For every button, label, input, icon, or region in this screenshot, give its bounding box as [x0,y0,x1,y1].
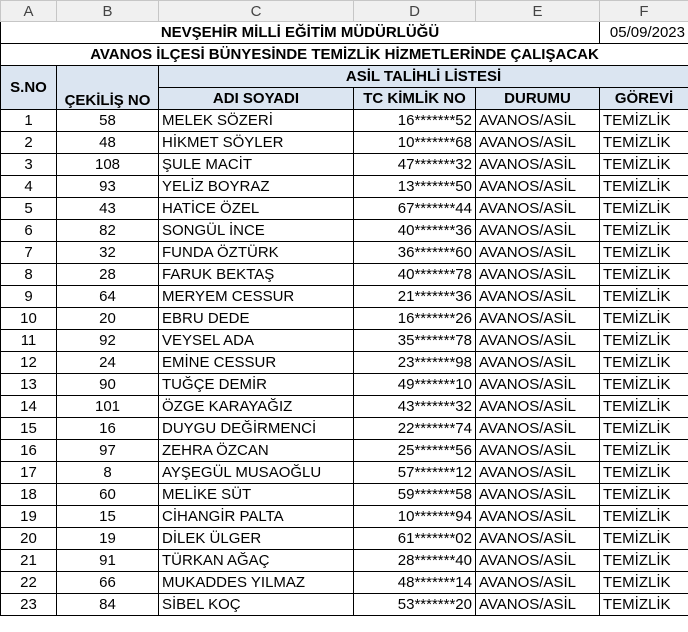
cell-durumu[interactable]: AVANOS/ASİL [476,198,600,220]
cell-sno[interactable]: 9 [1,286,57,308]
cell-tc-kimlik-no[interactable]: 16*******52 [354,110,476,132]
cell-gorevi[interactable]: TEMİZLİK [600,176,688,198]
table-row [1,154,688,176]
table-row [1,132,688,154]
cell-adi-soyadi[interactable]: MELİKE SÜT [159,484,354,506]
table-row [1,440,688,462]
cell-gorevi[interactable]: TEMİZLİK [600,462,688,484]
cell-tc-kimlik-no[interactable]: 25*******56 [354,440,476,462]
cell-gorevi[interactable]: TEMİZLİK [600,374,688,396]
cell-durumu[interactable]: AVANOS/ASİL [476,220,600,242]
cell-durumu[interactable]: AVANOS/ASİL [476,572,600,594]
cell-gorevi[interactable]: TEMİZLİK [600,484,688,506]
cell-tc-kimlik-no[interactable]: 49*******10 [354,374,476,396]
cell-cekilis-no[interactable]: 19 [57,528,159,550]
cell-adi-soyadi[interactable]: HATİCE ÖZEL [159,198,354,220]
cell-durumu[interactable]: AVANOS/ASİL [476,154,600,176]
cell-gorevi[interactable]: TEMİZLİK [600,418,688,440]
cell-tc-kimlik-no[interactable]: 53*******20 [354,594,476,616]
cell-sno[interactable]: 15 [1,418,57,440]
cell-gorevi[interactable]: TEMİZLİK [600,440,688,462]
cell-adi-soyadi[interactable]: AYŞEGÜL MUSAOĞLU [159,462,354,484]
table-row [1,594,688,616]
document-subtitle[interactable]: AVANOS İLÇESİ BÜNYESİNDE TEMİZLİK HİZMETLERİNDE ÇALIŞACAK [1,44,688,66]
cell-durumu[interactable]: AVANOS/ASİL [476,242,600,264]
cell-cekilis-no[interactable]: 101 [57,396,159,418]
table-row [1,506,688,528]
column-header-e[interactable]: E [476,1,600,22]
cell-sno[interactable]: 6 [1,220,57,242]
cell-sno[interactable]: 19 [1,506,57,528]
cell-durumu[interactable]: AVANOS/ASİL [476,110,600,132]
table-row [1,176,688,198]
cell-durumu[interactable]: AVANOS/ASİL [476,264,600,286]
header-tc-kimlik-no[interactable]: TC KİMLİK NO [354,88,476,110]
cell-cekilis-no[interactable]: 90 [57,374,159,396]
cell-sno[interactable]: 8 [1,264,57,286]
cell-gorevi[interactable]: TEMİZLİK [600,550,688,572]
cell-tc-kimlik-no[interactable]: 28*******40 [354,550,476,572]
cell-cekilis-no[interactable]: 28 [57,264,159,286]
cell-gorevi[interactable]: TEMİZLİK [600,330,688,352]
header-sno[interactable]: S.NO [1,66,57,110]
cell-gorevi[interactable]: TEMİZLİK [600,506,688,528]
cell-adi-soyadi[interactable]: DUYGU DEĞİRMENCİ [159,418,354,440]
document-title[interactable]: NEVŞEHİR MİLLİ EĞİTİM MÜDÜRLÜĞÜ [1,22,600,44]
cell-sno[interactable]: 7 [1,242,57,264]
table-row [1,572,688,594]
date-cell[interactable]: 05/09/2023 [600,22,688,44]
cell-gorevi[interactable]: TEMİZLİK [600,220,688,242]
cell-sno[interactable]: 17 [1,462,57,484]
cell-sno[interactable]: 12 [1,352,57,374]
table-row [1,418,688,440]
table-row [1,462,688,484]
table-row [1,550,688,572]
cell-tc-kimlik-no[interactable]: 40*******36 [354,220,476,242]
table-row [1,220,688,242]
cell-gorevi[interactable]: TEMİZLİK [600,352,688,374]
cell-sno[interactable]: 18 [1,484,57,506]
cell-tc-kimlik-no[interactable]: 61*******02 [354,528,476,550]
title-row-1 [1,22,688,44]
cell-gorevi[interactable]: TEMİZLİK [600,308,688,330]
cell-tc-kimlik-no[interactable]: 48*******14 [354,572,476,594]
cell-cekilis-no[interactable]: 15 [57,506,159,528]
cell-cekilis-no[interactable]: 93 [57,176,159,198]
cell-tc-kimlik-no[interactable]: 10*******94 [354,506,476,528]
table-row [1,330,688,352]
cell-sno[interactable]: 4 [1,176,57,198]
cell-adi-soyadi[interactable]: ÖZGE KARAYAĞIZ [159,396,354,418]
cell-durumu[interactable]: AVANOS/ASİL [476,528,600,550]
cell-cekilis-no[interactable]: 108 [57,154,159,176]
header-cekilis-no[interactable]: ÇEKİLİŞ NO [57,66,159,110]
cell-cekilis-no[interactable]: 92 [57,330,159,352]
cell-cekilis-no[interactable]: 24 [57,352,159,374]
cell-cekilis-no[interactable]: 20 [57,308,159,330]
cell-tc-kimlik-no[interactable]: 21*******36 [354,286,476,308]
cell-adi-soyadi[interactable]: MELEK SÖZERİ [159,110,354,132]
cell-cekilis-no[interactable]: 58 [57,110,159,132]
cell-durumu[interactable]: AVANOS/ASİL [476,374,600,396]
column-header-row [1,1,688,22]
table-row [1,308,688,330]
cell-adi-soyadi[interactable]: ZEHRA ÖZCAN [159,440,354,462]
cell-durumu[interactable]: AVANOS/ASİL [476,132,600,154]
cell-tc-kimlik-no[interactable]: 67*******44 [354,198,476,220]
cell-durumu[interactable]: AVANOS/ASİL [476,462,600,484]
cell-sno[interactable]: 2 [1,132,57,154]
cell-tc-kimlik-no[interactable]: 43*******32 [354,396,476,418]
cell-tc-kimlik-no[interactable]: 40*******78 [354,264,476,286]
cell-sno[interactable]: 10 [1,308,57,330]
cell-tc-kimlik-no[interactable]: 57*******12 [354,462,476,484]
cell-adi-soyadi[interactable]: FARUK BEKTAŞ [159,264,354,286]
column-header-f[interactable]: F [600,1,688,22]
cell-adi-soyadi[interactable]: DİLEK ÜLGER [159,528,354,550]
cell-durumu[interactable]: AVANOS/ASİL [476,440,600,462]
cell-gorevi[interactable]: TEMİZLİK [600,264,688,286]
table-row [1,374,688,396]
cell-tc-kimlik-no[interactable]: 47*******32 [354,154,476,176]
cell-tc-kimlik-no[interactable]: 13*******50 [354,176,476,198]
list-title-row [1,66,688,88]
cell-durumu[interactable]: AVANOS/ASİL [476,176,600,198]
cell-adi-soyadi[interactable]: TUĞÇE DEMİR [159,374,354,396]
cell-cekilis-no[interactable]: 16 [57,418,159,440]
cell-tc-kimlik-no[interactable]: 16*******26 [354,308,476,330]
cell-adi-soyadi[interactable]: YELİZ BOYRAZ [159,176,354,198]
cell-cekilis-no[interactable]: 43 [57,198,159,220]
cell-durumu[interactable]: AVANOS/ASİL [476,396,600,418]
cell-sno[interactable]: 16 [1,440,57,462]
cell-tc-kimlik-no[interactable]: 36*******60 [354,242,476,264]
cell-sno[interactable]: 22 [1,572,57,594]
cell-durumu[interactable]: AVANOS/ASİL [476,550,600,572]
cell-durumu[interactable]: AVANOS/ASİL [476,484,600,506]
table-row [1,484,688,506]
cell-adi-soyadi[interactable]: SİBEL KOÇ [159,594,354,616]
cell-durumu[interactable]: AVANOS/ASİL [476,286,600,308]
cell-sno[interactable]: 14 [1,396,57,418]
cell-sno[interactable]: 13 [1,374,57,396]
cell-gorevi[interactable]: TEMİZLİK [600,198,688,220]
table-row [1,286,688,308]
cell-adi-soyadi[interactable]: MUKADDES YILMAZ [159,572,354,594]
cell-cekilis-no[interactable]: 91 [57,550,159,572]
cell-tc-kimlik-no[interactable]: 35*******78 [354,330,476,352]
cell-gorevi[interactable]: TEMİZLİK [600,396,688,418]
cell-gorevi[interactable]: TEMİZLİK [600,286,688,308]
cell-durumu[interactable]: AVANOS/ASİL [476,594,600,616]
cell-tc-kimlik-no[interactable]: 10*******68 [354,132,476,154]
cell-cekilis-no[interactable]: 8 [57,462,159,484]
cell-sno[interactable]: 5 [1,198,57,220]
table-row [1,396,688,418]
table-row [1,198,688,220]
cell-cekilis-no[interactable]: 84 [57,594,159,616]
cell-tc-kimlik-no[interactable]: 22*******74 [354,418,476,440]
cell-sno[interactable]: 23 [1,594,57,616]
cell-tc-kimlik-no[interactable]: 23*******98 [354,352,476,374]
cell-tc-kimlik-no[interactable]: 59*******58 [354,484,476,506]
column-header-d[interactable]: D [354,1,476,22]
cell-adi-soyadi[interactable]: MERYEM CESSUR [159,286,354,308]
cell-adi-soyadi[interactable]: EBRU DEDE [159,308,354,330]
cell-adi-soyadi[interactable]: FUNDA ÖZTÜRK [159,242,354,264]
list-title[interactable]: ASİL TALİHLİ LİSTESİ [159,66,688,88]
header-adi-soyadi[interactable]: ADI SOYADI [159,88,354,110]
table-row [1,264,688,286]
cell-adi-soyadi[interactable]: ŞULE MACİT [159,154,354,176]
table-row [1,110,688,132]
cell-sno[interactable]: 3 [1,154,57,176]
cell-adi-soyadi[interactable]: HİKMET SÖYLER [159,132,354,154]
table-row [1,528,688,550]
cell-cekilis-no[interactable]: 64 [57,286,159,308]
cell-sno[interactable]: 21 [1,550,57,572]
header-durumu[interactable]: DURUMU [476,88,600,110]
cell-gorevi[interactable]: TEMİZLİK [600,154,688,176]
cell-sno[interactable]: 20 [1,528,57,550]
table-row [1,242,688,264]
cell-gorevi[interactable]: TEMİZLİK [600,132,688,154]
cell-adi-soyadi[interactable]: TÜRKAN AĞAÇ [159,550,354,572]
cell-sno[interactable]: 1 [1,110,57,132]
title-row-2 [1,44,688,66]
cell-gorevi[interactable]: TEMİZLİK [600,528,688,550]
cell-durumu[interactable]: AVANOS/ASİL [476,330,600,352]
cell-cekilis-no[interactable]: 82 [57,220,159,242]
column-header-b[interactable]: B [57,1,159,22]
cell-durumu[interactable]: AVANOS/ASİL [476,308,600,330]
cell-cekilis-no[interactable]: 48 [57,132,159,154]
cell-gorevi[interactable]: TEMİZLİK [600,110,688,132]
cell-cekilis-no[interactable]: 32 [57,242,159,264]
cell-gorevi[interactable]: TEMİZLİK [600,242,688,264]
cell-adi-soyadi[interactable]: SONGÜL İNCE [159,220,354,242]
cell-sno[interactable]: 11 [1,330,57,352]
column-header-a[interactable]: A [1,1,57,22]
cell-gorevi[interactable]: TEMİZLİK [600,594,688,616]
header-gorevi[interactable]: GÖREVİ [600,88,688,110]
cell-cekilis-no[interactable]: 66 [57,572,159,594]
cell-adi-soyadi[interactable]: VEYSEL ADA [159,330,354,352]
cell-durumu[interactable]: AVANOS/ASİL [476,352,600,374]
cell-durumu[interactable]: AVANOS/ASİL [476,506,600,528]
table-row [1,352,688,374]
cell-cekilis-no[interactable]: 60 [57,484,159,506]
cell-adi-soyadi[interactable]: CİHANGİR PALTA [159,506,354,528]
cell-gorevi[interactable]: TEMİZLİK [600,572,688,594]
column-header-c[interactable]: C [159,1,354,22]
cell-cekilis-no[interactable]: 97 [57,440,159,462]
cell-durumu[interactable]: AVANOS/ASİL [476,418,600,440]
cell-adi-soyadi[interactable]: EMİNE CESSUR [159,352,354,374]
